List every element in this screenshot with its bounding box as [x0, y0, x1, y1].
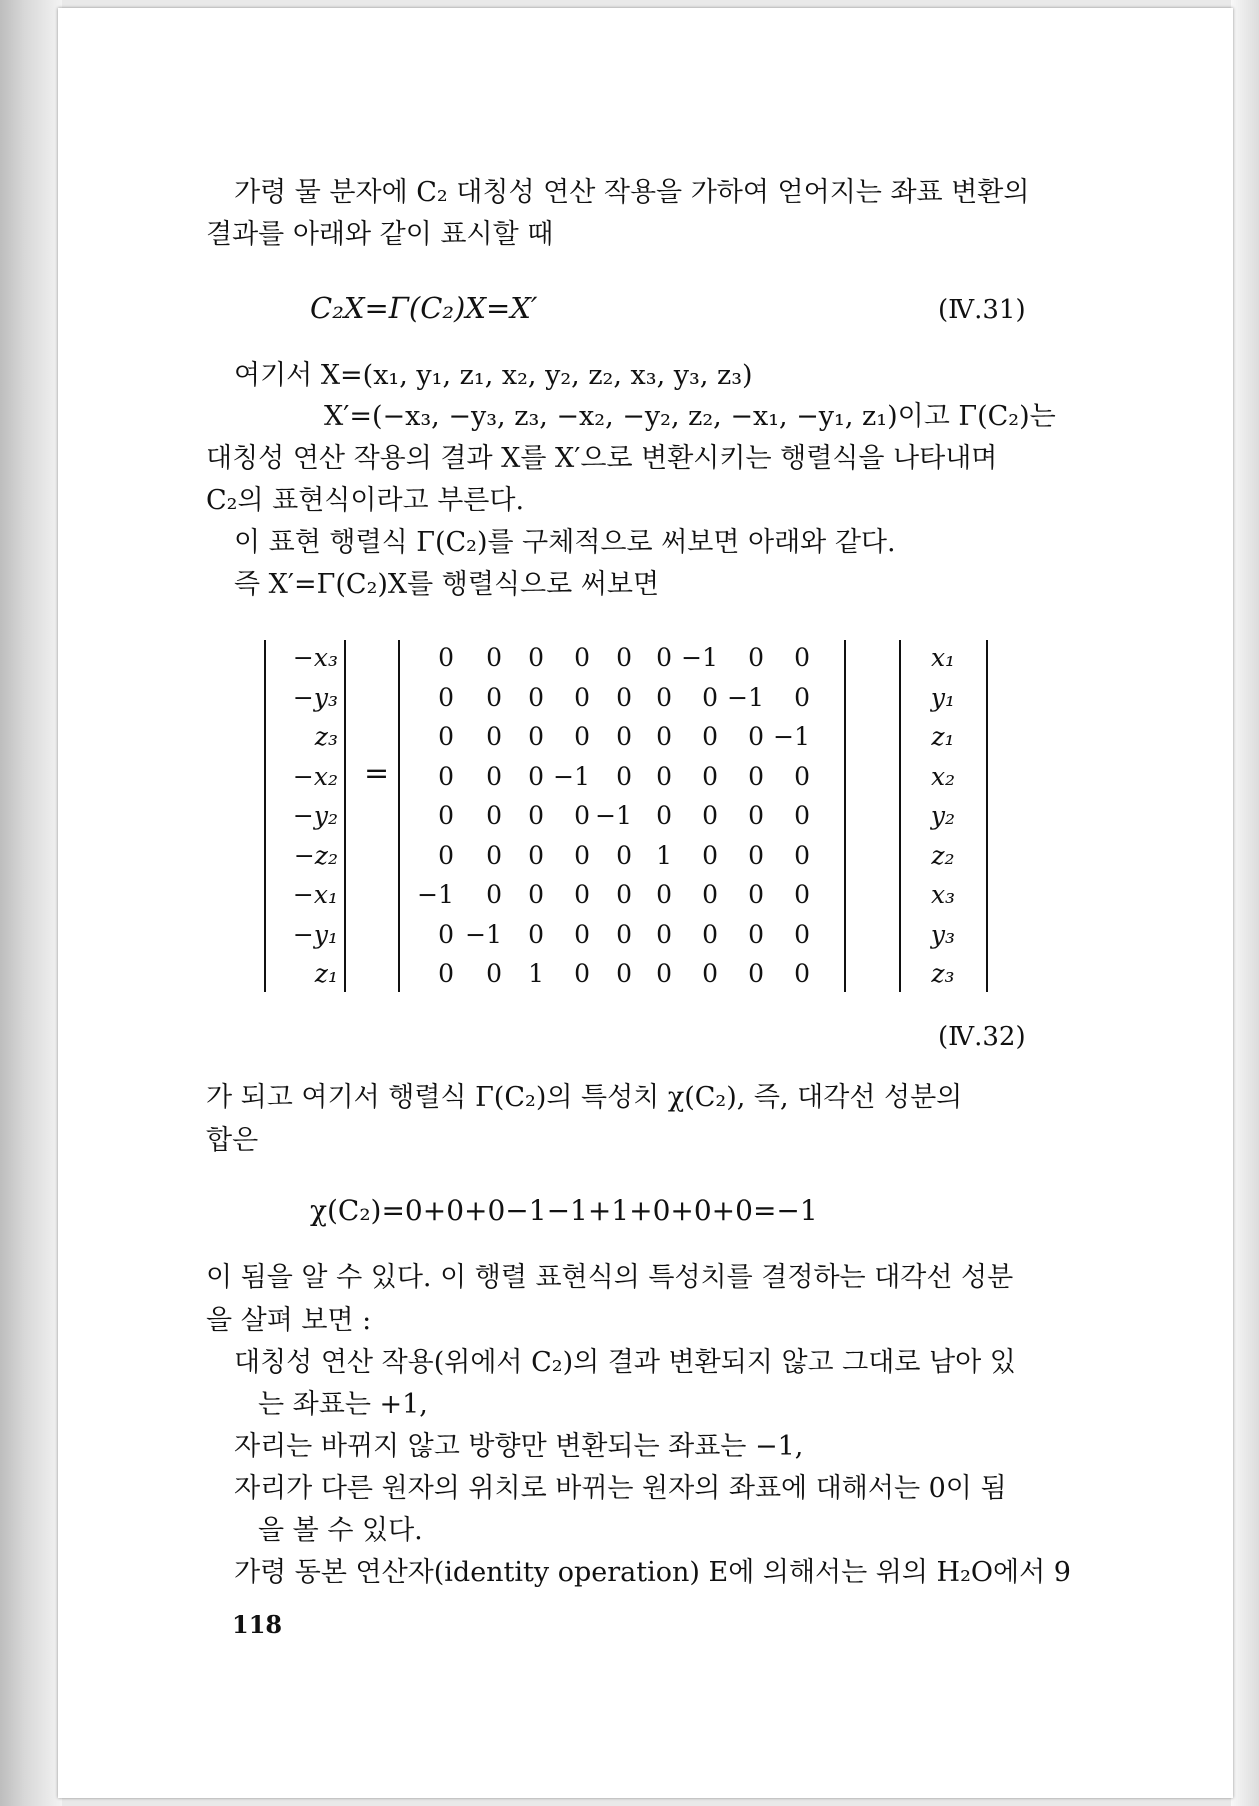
left-vector-entry: z₃ — [314, 722, 338, 751]
matrix-bracket-right — [844, 640, 846, 992]
matrix-entry: 1 — [528, 959, 544, 988]
paragraph-line: 이 됨을 알 수 있다. 이 행렬 표현식의 특성치를 결정하는 대각선 성분 — [206, 1262, 1014, 1293]
right-vector-entry: z₃ — [931, 959, 955, 988]
matrix-entry: 0 — [438, 840, 454, 870]
right-vector-bracket — [986, 640, 988, 992]
matrix-entry: 0 — [748, 761, 764, 791]
paragraph-line: 을 볼 수 있다. — [258, 1515, 423, 1546]
paragraph-line: X′=(−x₃, −y₃, z₃, −x₂, −y₂, z₂, −x₁, −y₁, z₁)이고 Γ(C₂)는 — [324, 401, 1056, 432]
matrix-entry: 0 — [574, 959, 590, 988]
matrix-entry: 1 — [656, 840, 672, 870]
left-vector-bracket — [344, 640, 346, 992]
matrix-entry: 0 — [574, 682, 590, 712]
right-vector-entry: y₂ — [930, 801, 956, 830]
matrix-entry: 0 — [794, 682, 810, 712]
matrix-entry: 0 — [748, 643, 764, 672]
matrix-entry: 0 — [486, 643, 502, 672]
matrix-gamma-c2 — [412, 638, 844, 994]
matrix-entry: 0 — [656, 959, 672, 988]
paragraph-line: 즉 X′=Γ(C₂)X를 행렬식으로 써보면 — [234, 569, 660, 600]
paragraph-line: 합은 — [206, 1125, 259, 1156]
paragraph-line: C₂의 표현식이라고 부른다. — [206, 485, 525, 516]
matrix-entry: −1 — [727, 682, 764, 712]
equation-number: (Ⅳ.31) — [938, 295, 1026, 325]
paragraph-line: 가령 물 분자에 C₂ 대칭성 연산 작용을 가하여 얻어지는 좌표 변환의 — [234, 177, 1030, 208]
matrix-entry: 0 — [794, 840, 810, 870]
matrix-entry: 0 — [616, 880, 632, 909]
matrix-entry: 0 — [528, 682, 544, 712]
matrix-entry: 0 — [574, 919, 590, 949]
matrix-entry: 0 — [794, 959, 810, 988]
left-vector-entry: z₁ — [314, 959, 338, 988]
matrix-entry: 0 — [748, 880, 764, 909]
matrix-entry: 0 — [748, 959, 764, 988]
matrix-entry: 0 — [656, 722, 672, 751]
matrix-row — [412, 836, 844, 876]
matrix-entry: 0 — [656, 643, 672, 672]
matrix-entry: 0 — [438, 761, 454, 791]
matrix-entry: 0 — [616, 959, 632, 988]
right-vector-bracket — [899, 640, 901, 992]
right-vector-entry: z₂ — [931, 840, 955, 870]
left-vector-entry: −y₂ — [292, 801, 338, 830]
matrix-entry: 0 — [616, 761, 632, 791]
right-vector-entry: y₃ — [930, 919, 956, 949]
matrix-entry: 0 — [486, 801, 502, 830]
matrix-entry: 0 — [438, 722, 454, 751]
matrix-entry: −1 — [553, 761, 590, 791]
matrix-entry: 0 — [794, 643, 810, 672]
paragraph-line: 자리는 바뀌지 않고 방향만 변환되는 좌표는 −1, — [234, 1431, 804, 1462]
matrix-entry: 0 — [656, 801, 672, 830]
equation-number: (Ⅳ.32) — [938, 1022, 1026, 1052]
matrix-entry: 0 — [794, 761, 810, 791]
matrix-entry: 0 — [616, 722, 632, 751]
matrix-entry: 0 — [486, 959, 502, 988]
matrix-entry: 0 — [748, 919, 764, 949]
left-vector-entry: −x₂ — [292, 761, 338, 791]
paragraph-line: 가 되고 여기서 행렬식 Γ(C₂)의 특성치 χ(C₂), 즉, 대각선 성분의 — [206, 1082, 963, 1113]
matrix-row — [412, 875, 844, 915]
matrix-row — [412, 678, 844, 718]
paragraph-line: 이 표현 행렬식 Γ(C₂)를 구체적으로 써보면 아래와 같다. — [234, 527, 896, 558]
book-spine-edge — [0, 0, 62, 1806]
matrix-bracket-left — [398, 640, 400, 992]
matrix-entry: 0 — [656, 682, 672, 712]
matrix-entry: 0 — [486, 682, 502, 712]
matrix-entry: 0 — [748, 801, 764, 830]
matrix-entry: 0 — [486, 840, 502, 870]
matrix-entry: −1 — [417, 880, 454, 909]
matrix-entry: 0 — [574, 801, 590, 830]
matrix-entry: 0 — [438, 959, 454, 988]
matrix-entry: 0 — [702, 880, 718, 909]
equation-iv31: C₂X=Γ(C₂)X=X′ — [310, 291, 538, 325]
matrix-entry: 0 — [794, 880, 810, 909]
paragraph-line: 대칭성 연산 작용(위에서 C₂)의 결과 변환되지 않고 그대로 남아 있 — [234, 1347, 1016, 1378]
matrix-entry: 0 — [438, 801, 454, 830]
paragraph-line: 결과를 아래와 같이 표시할 때 — [206, 219, 554, 250]
matrix-entry: 0 — [486, 761, 502, 791]
matrix-entry: 0 — [528, 880, 544, 909]
matrix-entry: 0 — [528, 801, 544, 830]
right-vector-entry: x₂ — [930, 761, 956, 791]
right-vector-entry: z₁ — [931, 722, 955, 751]
matrix-row — [412, 717, 844, 757]
right-vector-entry: x₁ — [930, 643, 956, 672]
matrix-entry: 0 — [748, 722, 764, 751]
matrix-entry: 0 — [748, 840, 764, 870]
left-vector — [268, 638, 338, 994]
equals-sign: = — [364, 756, 390, 791]
left-vector-entry: −y₃ — [292, 682, 338, 712]
matrix-entry: 0 — [656, 919, 672, 949]
matrix-entry: 0 — [574, 722, 590, 751]
right-vector-entry: x₃ — [930, 880, 956, 909]
paragraph-line: 는 좌표는 +1, — [258, 1389, 428, 1420]
matrix-entry: 0 — [528, 761, 544, 791]
right-vector — [908, 638, 978, 994]
matrix-entry: −1 — [595, 801, 632, 830]
matrix-entry: 0 — [574, 643, 590, 672]
left-vector-entry: −x₁ — [292, 880, 338, 909]
page-number: 118 — [232, 1610, 283, 1639]
left-vector-bracket — [264, 640, 266, 992]
matrix-entry: 0 — [574, 880, 590, 909]
matrix-entry: 0 — [616, 643, 632, 672]
matrix-entry: 0 — [702, 722, 718, 751]
book-page — [58, 8, 1233, 1798]
matrix-entry: 0 — [616, 840, 632, 870]
matrix-entry: 0 — [702, 801, 718, 830]
matrix-entry: 0 — [486, 722, 502, 751]
matrix-entry: 0 — [528, 919, 544, 949]
matrix-entry: 0 — [528, 840, 544, 870]
paragraph-line: 대칭성 연산 작용의 결과 X를 X′으로 변환시키는 행렬식을 나타내며 — [206, 443, 998, 474]
matrix-entry: 0 — [528, 722, 544, 751]
matrix-entry: 0 — [702, 959, 718, 988]
matrix-row — [412, 796, 844, 836]
matrix-entry: 0 — [702, 761, 718, 791]
right-vector-entry: y₁ — [930, 682, 956, 712]
matrix-row — [412, 915, 844, 955]
matrix-entry: 0 — [438, 682, 454, 712]
matrix-entry: 0 — [438, 643, 454, 672]
matrix-entry: −1 — [681, 643, 718, 672]
matrix-entry: 0 — [574, 840, 590, 870]
paragraph-line: 자리가 다른 원자의 위치로 바뀌는 원자의 좌표에 대해서는 0이 됨 — [234, 1473, 1007, 1504]
paragraph-line: 을 살펴 보면 : — [206, 1305, 372, 1336]
book-page-edge — [1231, 0, 1259, 1806]
matrix-entry: 0 — [702, 919, 718, 949]
matrix-row — [412, 638, 844, 678]
matrix-entry: 0 — [616, 682, 632, 712]
matrix-entry: 0 — [656, 761, 672, 791]
matrix-entry: 0 — [486, 880, 502, 909]
matrix-entry: 0 — [794, 801, 810, 830]
matrix-entry: −1 — [773, 722, 810, 751]
matrix-equation — [264, 638, 1024, 994]
matrix-row — [412, 757, 844, 797]
matrix-entry: 0 — [794, 919, 810, 949]
matrix-entry: −1 — [465, 919, 502, 949]
left-vector-entry: −z₂ — [293, 840, 338, 870]
left-vector-entry: −x₃ — [292, 643, 338, 672]
matrix-entry: 0 — [702, 682, 718, 712]
matrix-row — [412, 954, 844, 994]
paragraph-line: 여기서 X=(x₁, y₁, z₁, x₂, y₂, z₂, x₃, y₃, z₃) — [234, 360, 753, 391]
matrix-entry: 0 — [528, 643, 544, 672]
paragraph-line: 가령 동본 연산자(identity operation) E에 의해서는 위의 H₂O에서 9 — [234, 1557, 1071, 1588]
matrix-entry: 0 — [656, 880, 672, 909]
matrix-entry: 0 — [616, 919, 632, 949]
left-vector-entry: −y₁ — [292, 919, 338, 949]
matrix-entry: 0 — [702, 840, 718, 870]
matrix-entry: 0 — [438, 919, 454, 949]
equation-character: χ(C₂)=0+0+0−1−1+1+0+0+0=−1 — [310, 1194, 818, 1227]
